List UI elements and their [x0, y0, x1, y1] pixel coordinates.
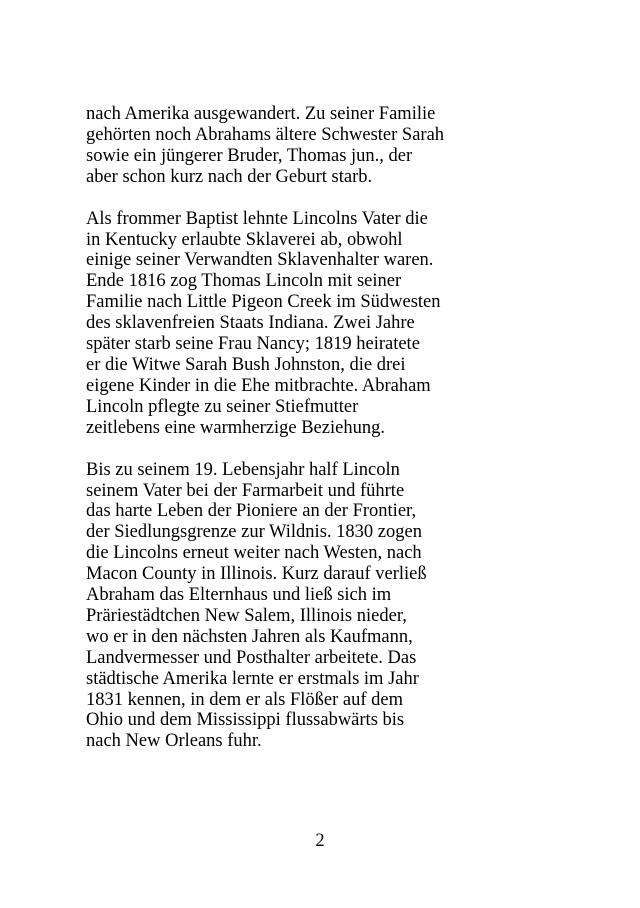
text-line: aber schon kurz nach der Geburt starb.: [86, 166, 373, 187]
text-line: 1831 kennen, in dem er als Flößer auf dem: [86, 689, 403, 710]
text-line: Lincoln pflegte zu seiner Stiefmutter: [86, 396, 359, 417]
text-line: der Siedlungsgrenze zur Wildnis. 1830 zogen: [86, 522, 422, 543]
text-line: zeitlebens eine warmherzige Beziehung.: [86, 417, 385, 438]
text-line: eigene Kinder in die Ehe mitbrachte. Abraham: [86, 375, 431, 396]
text-line: später starb seine Frau Nancy; 1819 heiratete: [86, 334, 420, 355]
text-line: Abraham das Elternhaus und ließ sich im: [86, 585, 392, 606]
text-line: gehörten noch Abrahams ältere Schwester Sarah: [86, 124, 445, 145]
text-line: er die Witwe Sarah Bush Johnston, die drei: [86, 354, 406, 375]
text-line: Ende 1816 zog Thomas Lincoln mit seiner: [86, 271, 402, 292]
text-line: Landvermesser und Posthalter arbeitete. Das: [86, 647, 417, 668]
text-line: des sklavenfreien Staats Indiana. Zwei Jahre: [86, 313, 415, 334]
page-number: 2: [315, 831, 325, 851]
text-line: seinem Vater bei der Farmarbeit und führte: [86, 480, 405, 501]
paragraph-2: [86, 209, 486, 439]
text-line: Ohio und dem Mississippi flussabwärts bis: [86, 710, 405, 731]
text-line: städtische Amerika lernte er erstmals im Jahr: [86, 668, 419, 689]
text-line: in Kentucky erlaubte Sklaverei ab, obwohl: [86, 229, 403, 250]
text-line: Familie nach Little Pigeon Creek im Südwesten: [86, 292, 441, 313]
text-line: Bis zu seinem 19. Lebensjahr half Lincoln: [86, 459, 400, 480]
text-line: wo er in den nächsten Jahren als Kaufmann,: [86, 626, 413, 647]
text-line: Präriestädtchen New Salem, Illinois nieder,: [86, 605, 407, 626]
text-line: Als frommer Baptist lehnte Lincolns Vater die: [86, 208, 428, 229]
paragraph-3: [86, 460, 486, 753]
text-line: nach Amerika ausgewandert. Zu seiner Familie: [86, 104, 436, 124]
text-line: einige seiner Verwandten Sklavenhalter waren.: [86, 250, 434, 271]
text-line: die Lincolns erneut weiter nach Westen, nach: [86, 543, 422, 564]
text-line: das harte Leben der Pioniere an der Frontier,: [86, 501, 417, 522]
text-line: nach New Orleans fuhr.: [86, 731, 262, 752]
text-line: Macon County in Illinois. Kurz darauf verließ: [86, 564, 427, 585]
text-line: sowie ein jüngerer Bruder, Thomas jun., der: [86, 145, 413, 166]
paragraph-1: [86, 104, 486, 188]
body-text: [86, 104, 486, 773]
